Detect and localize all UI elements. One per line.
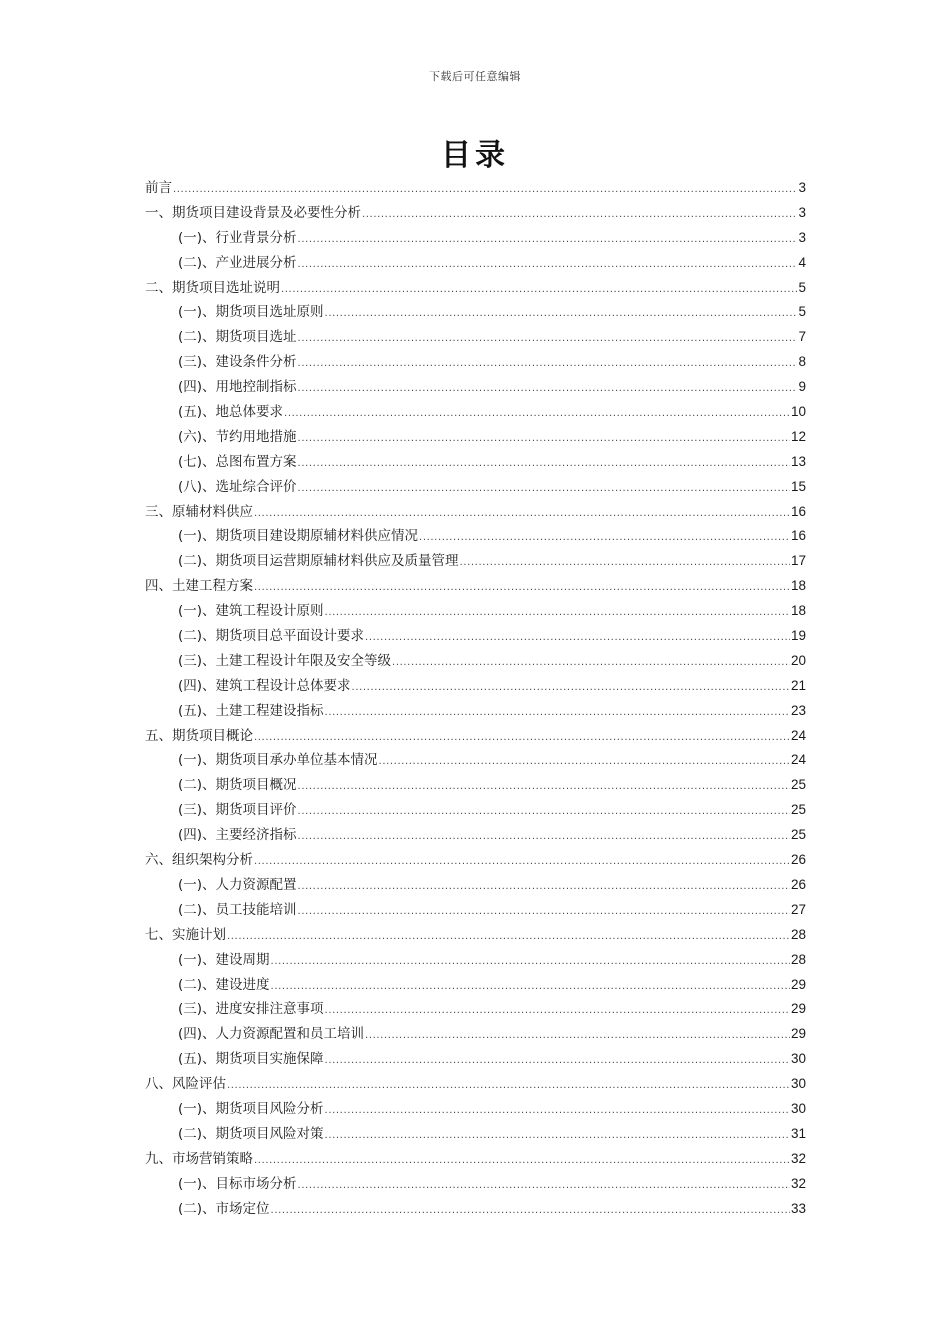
toc-entry[interactable] bbox=[145, 1197, 806, 1222]
toc-entry-text: (一)、建筑工程设计原则 bbox=[178, 603, 324, 620]
toc-dot-leader bbox=[362, 203, 797, 226]
toc-entry[interactable] bbox=[145, 300, 806, 325]
toc-dot-leader bbox=[298, 875, 790, 898]
toc-entry-text: (二)、员工技能培训 bbox=[178, 901, 297, 918]
toc-page-number: 32 bbox=[790, 1175, 806, 1191]
toc-dot-leader bbox=[325, 701, 790, 724]
toc-page-number: 3 bbox=[798, 180, 806, 195]
toc-dot-leader bbox=[325, 999, 790, 1022]
toc-dot-leader bbox=[379, 750, 790, 773]
toc-dot-leader bbox=[298, 253, 798, 276]
toc-page-number: 30 bbox=[790, 1076, 806, 1092]
toc-dot-leader bbox=[325, 1124, 790, 1147]
toc-dot-leader bbox=[227, 1074, 790, 1097]
toc-entry-text: 五、期货项目概论 bbox=[145, 727, 253, 744]
toc-entry[interactable] bbox=[145, 524, 806, 549]
toc-dot-leader bbox=[325, 1049, 790, 1072]
toc-dot-leader bbox=[254, 502, 790, 525]
toc-page-number: 16 bbox=[790, 528, 806, 544]
toc-entry-text: (二)、期货项目概况 bbox=[178, 777, 297, 794]
toc-entry[interactable] bbox=[145, 350, 806, 375]
toc-entry[interactable] bbox=[145, 1097, 806, 1122]
toc-entry[interactable] bbox=[145, 873, 806, 898]
toc-page-number: 21 bbox=[790, 677, 806, 693]
toc-page-number: 25 bbox=[790, 827, 806, 843]
toc-dot-leader bbox=[254, 1149, 790, 1172]
toc-entry-text: (四)、用地控制指标 bbox=[178, 379, 297, 396]
toc-dot-leader bbox=[365, 1024, 790, 1047]
toc-page-number: 26 bbox=[790, 876, 806, 892]
toc-page-number: 12 bbox=[790, 428, 806, 444]
toc-page-number: 5 bbox=[798, 279, 806, 295]
toc-dot-leader bbox=[271, 1199, 790, 1222]
toc-dot-leader bbox=[298, 327, 798, 350]
toc-page-number: 26 bbox=[790, 852, 806, 868]
toc-page-number: 5 bbox=[798, 304, 806, 320]
toc-dot-leader bbox=[298, 427, 790, 450]
toc-page-number: 7 bbox=[798, 329, 806, 345]
toc-entry-text: (六)、节约用地措施 bbox=[178, 428, 297, 445]
toc-dot-leader bbox=[325, 302, 798, 325]
toc-entry[interactable] bbox=[145, 973, 806, 998]
toc-page-number: 15 bbox=[790, 478, 806, 494]
toc-dot-leader bbox=[298, 352, 798, 375]
toc-entry-text: (二)、期货项目运营期原辅材料供应及质量管理 bbox=[178, 553, 459, 570]
toc-entry[interactable] bbox=[145, 400, 806, 425]
toc-entry-text: (一)、期货项目承办单位基本情况 bbox=[178, 752, 378, 769]
toc-entry[interactable] bbox=[145, 724, 806, 749]
toc-entry-text: (三)、土建工程设计年限及安全等级 bbox=[178, 652, 392, 669]
toc-page-number: 18 bbox=[790, 578, 806, 594]
toc-dot-leader bbox=[419, 526, 790, 549]
toc-page-number: 25 bbox=[790, 777, 806, 793]
toc-page-number: 3 bbox=[798, 204, 806, 220]
toc-entry[interactable] bbox=[145, 773, 806, 798]
toc-dot-leader bbox=[271, 975, 790, 998]
toc-entry[interactable] bbox=[145, 798, 806, 823]
toc-dot-leader bbox=[298, 1174, 790, 1197]
toc-entry-text: (二)、期货项目选址 bbox=[178, 329, 297, 346]
toc-entry[interactable] bbox=[145, 823, 806, 848]
toc-entry[interactable] bbox=[145, 226, 806, 251]
toc-entry-text: (二)、期货项目风险对策 bbox=[178, 1125, 324, 1142]
toc-page-number: 8 bbox=[798, 354, 806, 370]
toc-page-number: 24 bbox=[790, 727, 806, 743]
toc-entry-text: 六、组织架构分析 bbox=[145, 852, 253, 869]
toc-dot-leader bbox=[254, 576, 790, 599]
toc-entry[interactable] bbox=[145, 624, 806, 649]
toc-dot-leader bbox=[254, 726, 790, 749]
toc-page-number: 28 bbox=[790, 926, 806, 942]
toc-entry-text: (一)、期货项目风险分析 bbox=[178, 1100, 324, 1117]
toc-entry[interactable] bbox=[145, 649, 806, 674]
toc-entry[interactable] bbox=[145, 500, 806, 525]
toc-entry-text: (二)、建设进度 bbox=[178, 976, 270, 993]
toc-entry-text: (二)、期货项目总平面设计要求 bbox=[178, 628, 365, 645]
toc-page-number: 29 bbox=[790, 1001, 806, 1017]
toc-page-number: 31 bbox=[790, 1125, 806, 1141]
toc-entry[interactable] bbox=[145, 1147, 806, 1172]
toc-entry-text: (一)、目标市场分析 bbox=[178, 1175, 297, 1192]
toc-entry-text: (三)、进度安排注意事项 bbox=[178, 1001, 324, 1018]
toc-dot-leader bbox=[281, 278, 797, 301]
toc-entry[interactable] bbox=[145, 176, 806, 201]
toc-entry-text: (五)、期货项目实施保障 bbox=[178, 1051, 324, 1068]
toc-dot-leader bbox=[298, 377, 798, 400]
toc-dot-leader bbox=[298, 452, 790, 475]
toc-entry-text: 前言 bbox=[145, 180, 172, 196]
toc-entry-text: (五)、地总体要求 bbox=[178, 404, 284, 421]
toc-entry-text: (四)、建筑工程设计总体要求 bbox=[178, 677, 351, 694]
toc-entry[interactable] bbox=[145, 848, 806, 873]
toc-dot-leader bbox=[325, 601, 790, 624]
toc-entry[interactable] bbox=[145, 699, 806, 724]
toc-dot-leader bbox=[365, 626, 790, 649]
toc-entry-text: (七)、总图布置方案 bbox=[178, 453, 297, 470]
toc-entry-text: (一)、人力资源配置 bbox=[178, 876, 297, 893]
toc-page-number: 17 bbox=[790, 553, 806, 569]
toc-entry-text: 八、风险评估 bbox=[145, 1076, 226, 1093]
toc-page-number: 30 bbox=[790, 1051, 806, 1067]
toc-entry-text: (二)、产业进展分析 bbox=[178, 254, 297, 271]
toc-entry[interactable] bbox=[145, 923, 806, 948]
toc-entry-text: 四、土建工程方案 bbox=[145, 578, 253, 595]
toc-entry-text: (五)、土建工程建设指标 bbox=[178, 702, 324, 719]
toc-dot-leader bbox=[460, 551, 790, 574]
toc-entry[interactable] bbox=[145, 325, 806, 350]
toc-entry-text: 七、实施计划 bbox=[145, 926, 226, 943]
toc-entry[interactable] bbox=[145, 201, 806, 226]
toc-page-number: 24 bbox=[790, 752, 806, 768]
toc-entry[interactable] bbox=[145, 1122, 806, 1147]
table-of-contents bbox=[145, 176, 806, 1221]
toc-entry[interactable] bbox=[145, 748, 806, 773]
toc-entry[interactable] bbox=[145, 997, 806, 1022]
toc-dot-leader bbox=[352, 676, 790, 699]
toc-page-number: 13 bbox=[790, 453, 806, 469]
toc-entry-text: (一)、期货项目选址原则 bbox=[178, 304, 324, 321]
toc-page-number: 19 bbox=[790, 628, 806, 644]
toc-entry[interactable] bbox=[145, 898, 806, 923]
toc-page-number: 9 bbox=[798, 379, 806, 395]
toc-entry[interactable] bbox=[145, 574, 806, 599]
toc-entry-text: 九、市场营销策略 bbox=[145, 1150, 253, 1167]
toc-dot-leader bbox=[227, 925, 790, 948]
toc-entry-text: (一)、行业背景分析 bbox=[178, 229, 297, 246]
toc-page-number: 27 bbox=[790, 901, 806, 917]
toc-page-number: 29 bbox=[790, 976, 806, 992]
toc-page-number: 18 bbox=[790, 603, 806, 619]
toc-entry-text: (四)、主要经济指标 bbox=[178, 827, 297, 844]
toc-dot-leader bbox=[298, 775, 790, 798]
toc-page-number: 32 bbox=[790, 1150, 806, 1166]
toc-entry-text: (二)、市场定位 bbox=[178, 1200, 270, 1217]
toc-page-number: 23 bbox=[790, 702, 806, 718]
toc-page-number: 30 bbox=[790, 1100, 806, 1116]
toc-entry-text: 三、原辅材料供应 bbox=[145, 503, 253, 520]
toc-entry-text: 二、期货项目选址说明 bbox=[145, 279, 280, 296]
toc-entry[interactable] bbox=[145, 1072, 806, 1097]
toc-title: 目录 bbox=[441, 138, 509, 173]
toc-entry-text: 一、期货项目建设背景及必要性分析 bbox=[145, 204, 361, 221]
toc-entry[interactable] bbox=[145, 599, 806, 624]
toc-entry-text: (八)、选址综合评价 bbox=[178, 478, 297, 495]
toc-entry[interactable] bbox=[145, 375, 806, 400]
toc-entry[interactable] bbox=[145, 450, 806, 475]
toc-entry[interactable] bbox=[145, 948, 806, 973]
header-note: 下载后可任意编辑 bbox=[429, 70, 521, 83]
toc-page-number: 33 bbox=[790, 1200, 806, 1216]
toc-page-number: 3 bbox=[798, 229, 806, 245]
toc-dot-leader bbox=[173, 178, 797, 201]
toc-entry[interactable] bbox=[145, 674, 806, 699]
toc-entry[interactable] bbox=[145, 425, 806, 450]
toc-entry-text: (三)、建设条件分析 bbox=[178, 354, 297, 371]
toc-page-number: 29 bbox=[790, 1026, 806, 1042]
toc-dot-leader bbox=[254, 850, 790, 873]
toc-dot-leader bbox=[298, 825, 790, 848]
toc-entry[interactable] bbox=[145, 1047, 806, 1072]
toc-page-number: 28 bbox=[790, 951, 806, 967]
toc-dot-leader bbox=[325, 1099, 790, 1122]
toc-entry[interactable] bbox=[145, 276, 806, 301]
toc-entry-text: (一)、期货项目建设期原辅材料供应情况 bbox=[178, 528, 419, 545]
toc-entry-text: (四)、人力资源配置和员工培训 bbox=[178, 1026, 365, 1043]
toc-entry[interactable] bbox=[145, 1172, 806, 1197]
toc-entry[interactable] bbox=[145, 549, 806, 574]
toc-dot-leader bbox=[298, 477, 790, 500]
toc-page-number: 16 bbox=[790, 503, 806, 519]
toc-page-number: 20 bbox=[790, 652, 806, 668]
toc-dot-leader bbox=[298, 228, 798, 251]
toc-dot-leader bbox=[298, 900, 790, 923]
toc-entry[interactable] bbox=[145, 251, 806, 276]
toc-entry[interactable] bbox=[145, 475, 806, 500]
toc-entry-text: (一)、建设周期 bbox=[178, 951, 270, 968]
toc-dot-leader bbox=[271, 950, 790, 973]
toc-page-number: 4 bbox=[798, 254, 806, 270]
toc-dot-leader bbox=[392, 651, 790, 674]
toc-dot-leader bbox=[284, 402, 790, 425]
toc-dot-leader bbox=[298, 800, 790, 823]
toc-page-number: 25 bbox=[790, 802, 806, 818]
toc-entry-text: (三)、期货项目评价 bbox=[178, 802, 297, 819]
toc-page-number: 10 bbox=[790, 404, 806, 420]
toc-entry[interactable] bbox=[145, 1022, 806, 1047]
